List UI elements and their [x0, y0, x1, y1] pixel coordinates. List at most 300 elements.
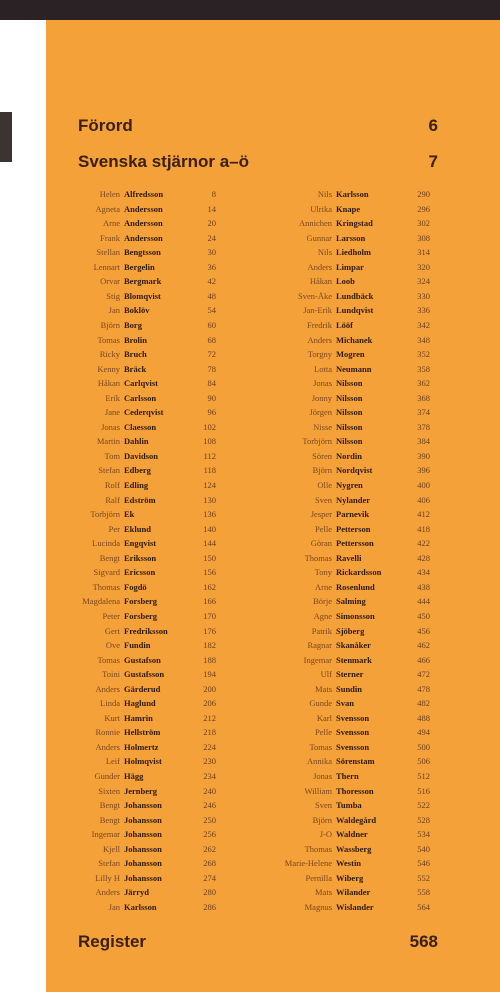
last-name: Dahlin: [124, 436, 149, 447]
toc-name-row[interactable]: [46, 566, 246, 578]
last-name: Alfredsson: [124, 189, 164, 199]
first-name: Mats: [315, 683, 332, 694]
toc-name-row[interactable]: [236, 581, 466, 593]
page-number: 102: [203, 421, 216, 432]
first-name: Ulf: [320, 669, 332, 680]
first-name: Jonas: [101, 421, 120, 432]
page-number: 546: [417, 858, 430, 869]
last-name: Nylander: [336, 494, 370, 505]
page-number: 466: [417, 654, 430, 665]
toc-name-row[interactable]: [46, 741, 246, 753]
toc-name-row[interactable]: [46, 654, 246, 666]
first-name: Magdalena: [82, 596, 120, 607]
first-name: Sven: [315, 494, 332, 505]
toc-name-row[interactable]: [236, 464, 466, 476]
last-name: Edling: [124, 480, 149, 490]
first-name: Mats: [315, 887, 332, 898]
toc-name-row[interactable]: [236, 537, 466, 549]
left-page: [0, 20, 46, 992]
page-number: 274: [203, 872, 216, 883]
last-name: Johansson: [124, 858, 162, 869]
toc-name-row[interactable]: [46, 770, 246, 782]
toc-title: Svenska stjärnor a–ö: [78, 152, 250, 171]
page-number: 540: [417, 843, 430, 854]
page-number: 72: [207, 349, 216, 360]
toc-name-row[interactable]: [46, 464, 246, 476]
last-name: Borg: [124, 319, 142, 330]
toc-name-row[interactable]: [46, 348, 246, 360]
first-name: Jane: [104, 407, 120, 418]
page-number: 456: [417, 625, 430, 636]
last-name: Svensson: [336, 727, 370, 738]
toc-name-row[interactable]: [46, 435, 246, 447]
first-name: Björn: [100, 319, 120, 330]
last-name: Pettersson: [336, 538, 374, 549]
page-number: 230: [203, 756, 216, 767]
first-name: Ragnar: [307, 640, 332, 651]
toc-name-row[interactable]: [236, 479, 466, 491]
first-name: Marie-Helene: [284, 858, 332, 869]
toc-name-row[interactable]: [46, 581, 246, 593]
last-name: Nilsson: [336, 421, 363, 432]
page-number: 20: [207, 218, 216, 229]
toc-name-row[interactable]: [46, 683, 246, 695]
first-name: Torbjörn: [90, 509, 120, 520]
toc-name-row[interactable]: [46, 872, 246, 884]
page-number: 296: [417, 203, 430, 214]
first-name: Bengt: [99, 814, 120, 825]
toc-name-row[interactable]: [46, 319, 246, 331]
page-number: 166: [203, 596, 216, 607]
last-name: Brolin: [124, 334, 147, 345]
page-number: 36: [207, 261, 216, 272]
first-name: Tomas: [97, 654, 120, 665]
toc-name-row[interactable]: [236, 886, 466, 898]
last-name: Boklöv: [124, 305, 150, 316]
toc-name-row[interactable]: [236, 625, 466, 637]
page-number: 348: [417, 334, 430, 345]
last-name: Sjöberg: [336, 625, 365, 636]
first-name: Ricky: [99, 349, 120, 360]
toc-name-row[interactable]: [236, 450, 466, 462]
top-dark-edge: [0, 0, 500, 20]
last-name: Sterner: [336, 669, 364, 680]
last-name: Hamrin: [124, 712, 153, 723]
last-name: Knape: [336, 203, 361, 214]
toc-name-row[interactable]: [46, 304, 246, 316]
last-name: Svensson: [336, 741, 370, 752]
first-name: Anders: [307, 334, 332, 345]
page-number: 234: [203, 771, 216, 781]
last-name: Eklund: [124, 523, 151, 534]
page-number: 240: [203, 785, 216, 796]
page-number: 482: [417, 698, 430, 709]
toc-name-row[interactable]: [46, 217, 246, 229]
last-name: Rosenlund: [336, 581, 375, 592]
page-number: 162: [203, 581, 216, 592]
toc-name-row[interactable]: [46, 188, 246, 200]
toc-title: Förord: [78, 116, 133, 135]
page-number: 218: [203, 727, 216, 738]
page-number: 108: [203, 436, 216, 447]
page-number: 522: [417, 800, 430, 811]
toc-name-row[interactable]: [236, 377, 466, 389]
toc-name-row[interactable]: [46, 406, 246, 418]
page-number: 68: [207, 334, 216, 345]
toc-name-row[interactable]: [46, 726, 246, 738]
page-number: 188: [203, 654, 216, 665]
toc-name-row[interactable]: [236, 726, 466, 738]
last-name: Ericsson: [124, 567, 156, 578]
left-page-mark: [0, 112, 12, 162]
toc-name-row[interactable]: [46, 275, 246, 287]
page-number: 200: [203, 683, 216, 694]
toc-name-row[interactable]: [46, 552, 246, 564]
toc-name-row[interactable]: [236, 334, 466, 346]
page-number: 418: [417, 523, 430, 534]
toc-name-row[interactable]: [236, 872, 466, 884]
toc-name-row[interactable]: [236, 639, 466, 651]
toc-name-row[interactable]: [236, 290, 466, 302]
page-number: 302: [417, 218, 430, 229]
first-name: Pernilla: [305, 872, 332, 883]
page-number: 268: [203, 858, 216, 869]
page-number: 290: [417, 189, 430, 199]
toc-name-row[interactable]: [46, 363, 246, 375]
first-name: Gunde: [309, 698, 332, 709]
last-name: Eriksson: [124, 552, 157, 563]
toc-name-row[interactable]: [236, 246, 466, 258]
last-name: Mogren: [336, 349, 365, 360]
page-number: 516: [417, 785, 430, 796]
first-name: Anders: [95, 683, 120, 694]
last-name: Bräck: [124, 363, 147, 374]
first-name: Patrik: [311, 625, 332, 636]
first-name: Thomas: [304, 552, 332, 563]
last-name: Fundin: [124, 640, 151, 651]
toc-name-row[interactable]: [236, 843, 466, 855]
page-number: 250: [203, 814, 216, 825]
toc-name-row[interactable]: [236, 392, 466, 404]
toc-name-row[interactable]: [236, 363, 466, 375]
first-name: Torbjörn: [302, 436, 332, 447]
last-name: Fredriksson: [124, 625, 168, 636]
toc-name-row[interactable]: [236, 770, 466, 782]
page-number: 412: [417, 509, 430, 520]
toc-name-row[interactable]: [46, 712, 246, 724]
toc-name-row[interactable]: [236, 348, 466, 360]
toc-name-row[interactable]: [46, 203, 246, 215]
toc-name-row[interactable]: [46, 668, 246, 680]
first-name: Tomas: [97, 334, 120, 345]
last-name: Johansson: [124, 843, 162, 854]
toc-name-row[interactable]: [236, 494, 466, 506]
last-name: Nordin: [336, 450, 362, 461]
first-name: Tony: [314, 567, 332, 578]
first-name: Magnus: [304, 901, 332, 912]
toc-name-row[interactable]: [236, 232, 466, 244]
first-name: Orvar: [100, 276, 120, 287]
page-number: 378: [417, 421, 430, 432]
last-name: Svan: [336, 698, 354, 709]
last-name: Claesson: [124, 421, 157, 432]
first-name: Jesper: [310, 509, 332, 520]
first-name: Jonas: [313, 378, 332, 389]
toc-name-row[interactable]: [46, 421, 246, 433]
last-name: Svensson: [336, 712, 370, 723]
toc-name-row[interactable]: [46, 639, 246, 651]
page-number: 362: [417, 378, 430, 389]
page-number: 314: [417, 247, 430, 258]
last-name: Thoresson: [336, 785, 374, 796]
page-number: 280: [203, 887, 216, 898]
first-name: Ingemar: [91, 829, 120, 840]
toc-name-row[interactable]: [46, 697, 246, 709]
first-name: Stefan: [98, 465, 120, 476]
first-name: Linda: [100, 698, 120, 709]
first-name: Jonas: [313, 771, 332, 781]
first-name: Kurt: [104, 712, 120, 723]
page-number: 14: [207, 203, 216, 214]
last-name: Thern: [336, 771, 359, 781]
first-name: Helen: [99, 189, 120, 199]
page-number: 118: [203, 465, 216, 476]
first-name: Kenny: [97, 363, 120, 374]
last-name: Westin: [336, 858, 362, 869]
page-number: 224: [203, 741, 216, 752]
toc-name-row[interactable]: [46, 799, 246, 811]
first-name: Ove: [105, 640, 120, 651]
toc-name-row[interactable]: [46, 261, 246, 273]
page-number: 194: [203, 669, 216, 680]
page-number: 130: [203, 494, 216, 505]
first-name: Sven: [315, 800, 332, 811]
page-number: 246: [203, 800, 216, 811]
toc-name-row[interactable]: [236, 654, 466, 666]
toc-name-row[interactable]: [46, 625, 246, 637]
last-name: Parnevik: [336, 509, 370, 520]
first-name: Jan: [108, 305, 120, 316]
first-name: Rolf: [104, 480, 120, 490]
first-name: Börje: [313, 596, 332, 607]
first-name: Karl: [316, 712, 332, 723]
first-name: Frank: [100, 232, 120, 243]
toc-name-row[interactable]: [46, 595, 246, 607]
first-name: Stig: [106, 290, 120, 301]
toc-name-row[interactable]: [236, 203, 466, 215]
page-number: 324: [417, 276, 430, 287]
page-number: 60: [207, 319, 216, 330]
toc-name-row[interactable]: [236, 712, 466, 724]
last-name: Tumba: [336, 800, 362, 811]
page-number: 374: [417, 407, 430, 418]
first-name: Pelle: [315, 523, 332, 534]
toc-name-row[interactable]: [236, 566, 466, 578]
toc-name-row[interactable]: [46, 334, 246, 346]
last-name: Hägg: [124, 771, 144, 781]
toc-name-row[interactable]: [46, 450, 246, 462]
page-number: 422: [417, 538, 430, 549]
page-number: 512: [417, 771, 430, 781]
toc-name-row[interactable]: [236, 857, 466, 869]
page-number: 256: [203, 829, 216, 840]
page-number: 428: [417, 552, 430, 563]
last-name: Skanåker: [336, 640, 371, 651]
last-name: Nilsson: [336, 392, 363, 403]
toc-name-row[interactable]: [46, 392, 246, 404]
page-number: 84: [207, 378, 216, 389]
first-name: Håkan: [97, 378, 120, 389]
last-name: Ek: [124, 509, 135, 520]
toc-name-row[interactable]: [46, 479, 246, 491]
first-name: Thomas: [92, 581, 120, 592]
toc-name-row[interactable]: [236, 799, 466, 811]
toc-name-row[interactable]: [236, 217, 466, 229]
page-number: 478: [417, 683, 430, 694]
toc-name-row[interactable]: [236, 741, 466, 753]
page-number: 150: [203, 552, 216, 563]
last-name: Gustafson: [124, 654, 161, 665]
toc-name-row[interactable]: [236, 275, 466, 287]
first-name: Ralf: [105, 494, 120, 505]
toc-page: 6: [428, 116, 438, 135]
last-name: Michanek: [336, 334, 373, 345]
toc-name-row[interactable]: [46, 814, 246, 826]
page-number: 552: [417, 872, 430, 883]
toc-name-row[interactable]: [46, 508, 246, 520]
page-number: 500: [417, 741, 430, 752]
last-name: Edström: [124, 494, 156, 505]
first-name: Björn: [312, 465, 332, 476]
toc-name-row[interactable]: [46, 537, 246, 549]
toc-name-row[interactable]: [236, 304, 466, 316]
first-name: Sixten: [98, 785, 120, 796]
toc-name-row[interactable]: [46, 755, 246, 767]
toc-name-row[interactable]: [46, 246, 246, 258]
toc-name-row[interactable]: [46, 785, 246, 797]
last-name: Davidson: [124, 450, 159, 461]
toc-name-row[interactable]: [236, 785, 466, 797]
toc-name-row[interactable]: [236, 508, 466, 520]
toc-name-row[interactable]: [46, 610, 246, 622]
last-name: Nordqvist: [336, 465, 373, 476]
toc-name-row[interactable]: [46, 377, 246, 389]
page-number: 534: [417, 829, 430, 840]
toc-name-row[interactable]: [46, 494, 246, 506]
toc-name-row[interactable]: [236, 683, 466, 695]
page-number: 262: [203, 843, 216, 854]
page-number: 176: [203, 625, 216, 636]
first-name: Fredrik: [306, 319, 332, 330]
page-number: 434: [417, 567, 430, 578]
toc-name-row[interactable]: [46, 232, 246, 244]
first-name: Agne: [313, 610, 332, 621]
last-name: Nilsson: [336, 407, 363, 418]
toc-name-row[interactable]: [46, 828, 246, 840]
first-name: Ulrika: [310, 203, 332, 214]
last-name: Carlqvist: [124, 378, 158, 389]
page-number: 206: [203, 698, 216, 709]
first-name: Göran: [310, 538, 332, 549]
first-name: Anders: [95, 741, 120, 752]
page-number: 528: [417, 814, 430, 825]
first-name: Anders: [95, 887, 120, 898]
toc-name-row[interactable]: [46, 523, 246, 535]
toc-name-row[interactable]: [46, 901, 246, 913]
page-number: 156: [203, 567, 216, 578]
toc-name-row[interactable]: [236, 435, 466, 447]
first-name: Per: [108, 523, 120, 534]
first-name: Tomas: [309, 741, 332, 752]
page-number: 564: [417, 901, 430, 912]
page-number: 90: [207, 392, 216, 403]
toc-name-row[interactable]: [46, 290, 246, 302]
toc-name-row[interactable]: [236, 668, 466, 680]
toc-name-row[interactable]: [236, 523, 466, 535]
page-number: 450: [417, 610, 430, 621]
last-name: Johansson: [124, 872, 162, 883]
page-number: 494: [417, 727, 430, 738]
toc-name-row[interactable]: [236, 901, 466, 913]
first-name: Nisse: [313, 421, 332, 432]
first-name: Sven-Åke: [298, 290, 332, 301]
first-name: Arne: [315, 581, 332, 592]
toc-name-row[interactable]: [236, 595, 466, 607]
toc-name-row[interactable]: [46, 857, 246, 869]
toc-name-row[interactable]: [236, 552, 466, 564]
last-name: Bengtsson: [124, 247, 161, 258]
last-name: Bergmark: [124, 276, 162, 287]
toc-name-row[interactable]: [236, 697, 466, 709]
last-name: Andersson: [124, 232, 163, 243]
toc-name-row[interactable]: [236, 188, 466, 200]
last-name: Holmertz: [124, 741, 159, 752]
last-name: Fogdö: [124, 581, 147, 592]
page-number: 352: [417, 349, 430, 360]
toc-name-row[interactable]: [236, 828, 466, 840]
toc-name-row[interactable]: [46, 886, 246, 898]
last-name: Johansson: [124, 800, 162, 811]
first-name: Nils: [317, 189, 332, 199]
first-name: Lotta: [314, 363, 332, 374]
page-number: 78: [207, 363, 216, 374]
last-name: Jernberg: [124, 785, 158, 796]
toc-name-row[interactable]: [236, 319, 466, 331]
first-name: Sören: [312, 450, 332, 461]
page-number: 400: [417, 480, 430, 490]
last-name: Salming: [336, 596, 366, 607]
first-name: Håkan: [309, 276, 332, 287]
toc-name-row[interactable]: [236, 610, 466, 622]
last-name: Loob: [336, 276, 355, 287]
last-name: Rickardsson: [336, 567, 382, 578]
first-name: Gunnar: [306, 232, 332, 243]
last-name: Engqvist: [124, 538, 157, 549]
first-name: Annika: [306, 756, 332, 767]
toc-name-row[interactable]: [236, 261, 466, 273]
toc-name-row[interactable]: [236, 755, 466, 767]
page-number: 54: [207, 305, 216, 316]
last-name: Liedholm: [336, 247, 371, 258]
toc-name-row[interactable]: [236, 421, 466, 433]
toc-name-row[interactable]: [236, 814, 466, 826]
toc-page: 7: [428, 152, 438, 171]
first-name: Peter: [102, 610, 120, 621]
page-number: 320: [417, 261, 430, 272]
toc-name-row[interactable]: [236, 406, 466, 418]
toc-name-row[interactable]: [46, 843, 246, 855]
first-name: Thomas: [304, 843, 332, 854]
